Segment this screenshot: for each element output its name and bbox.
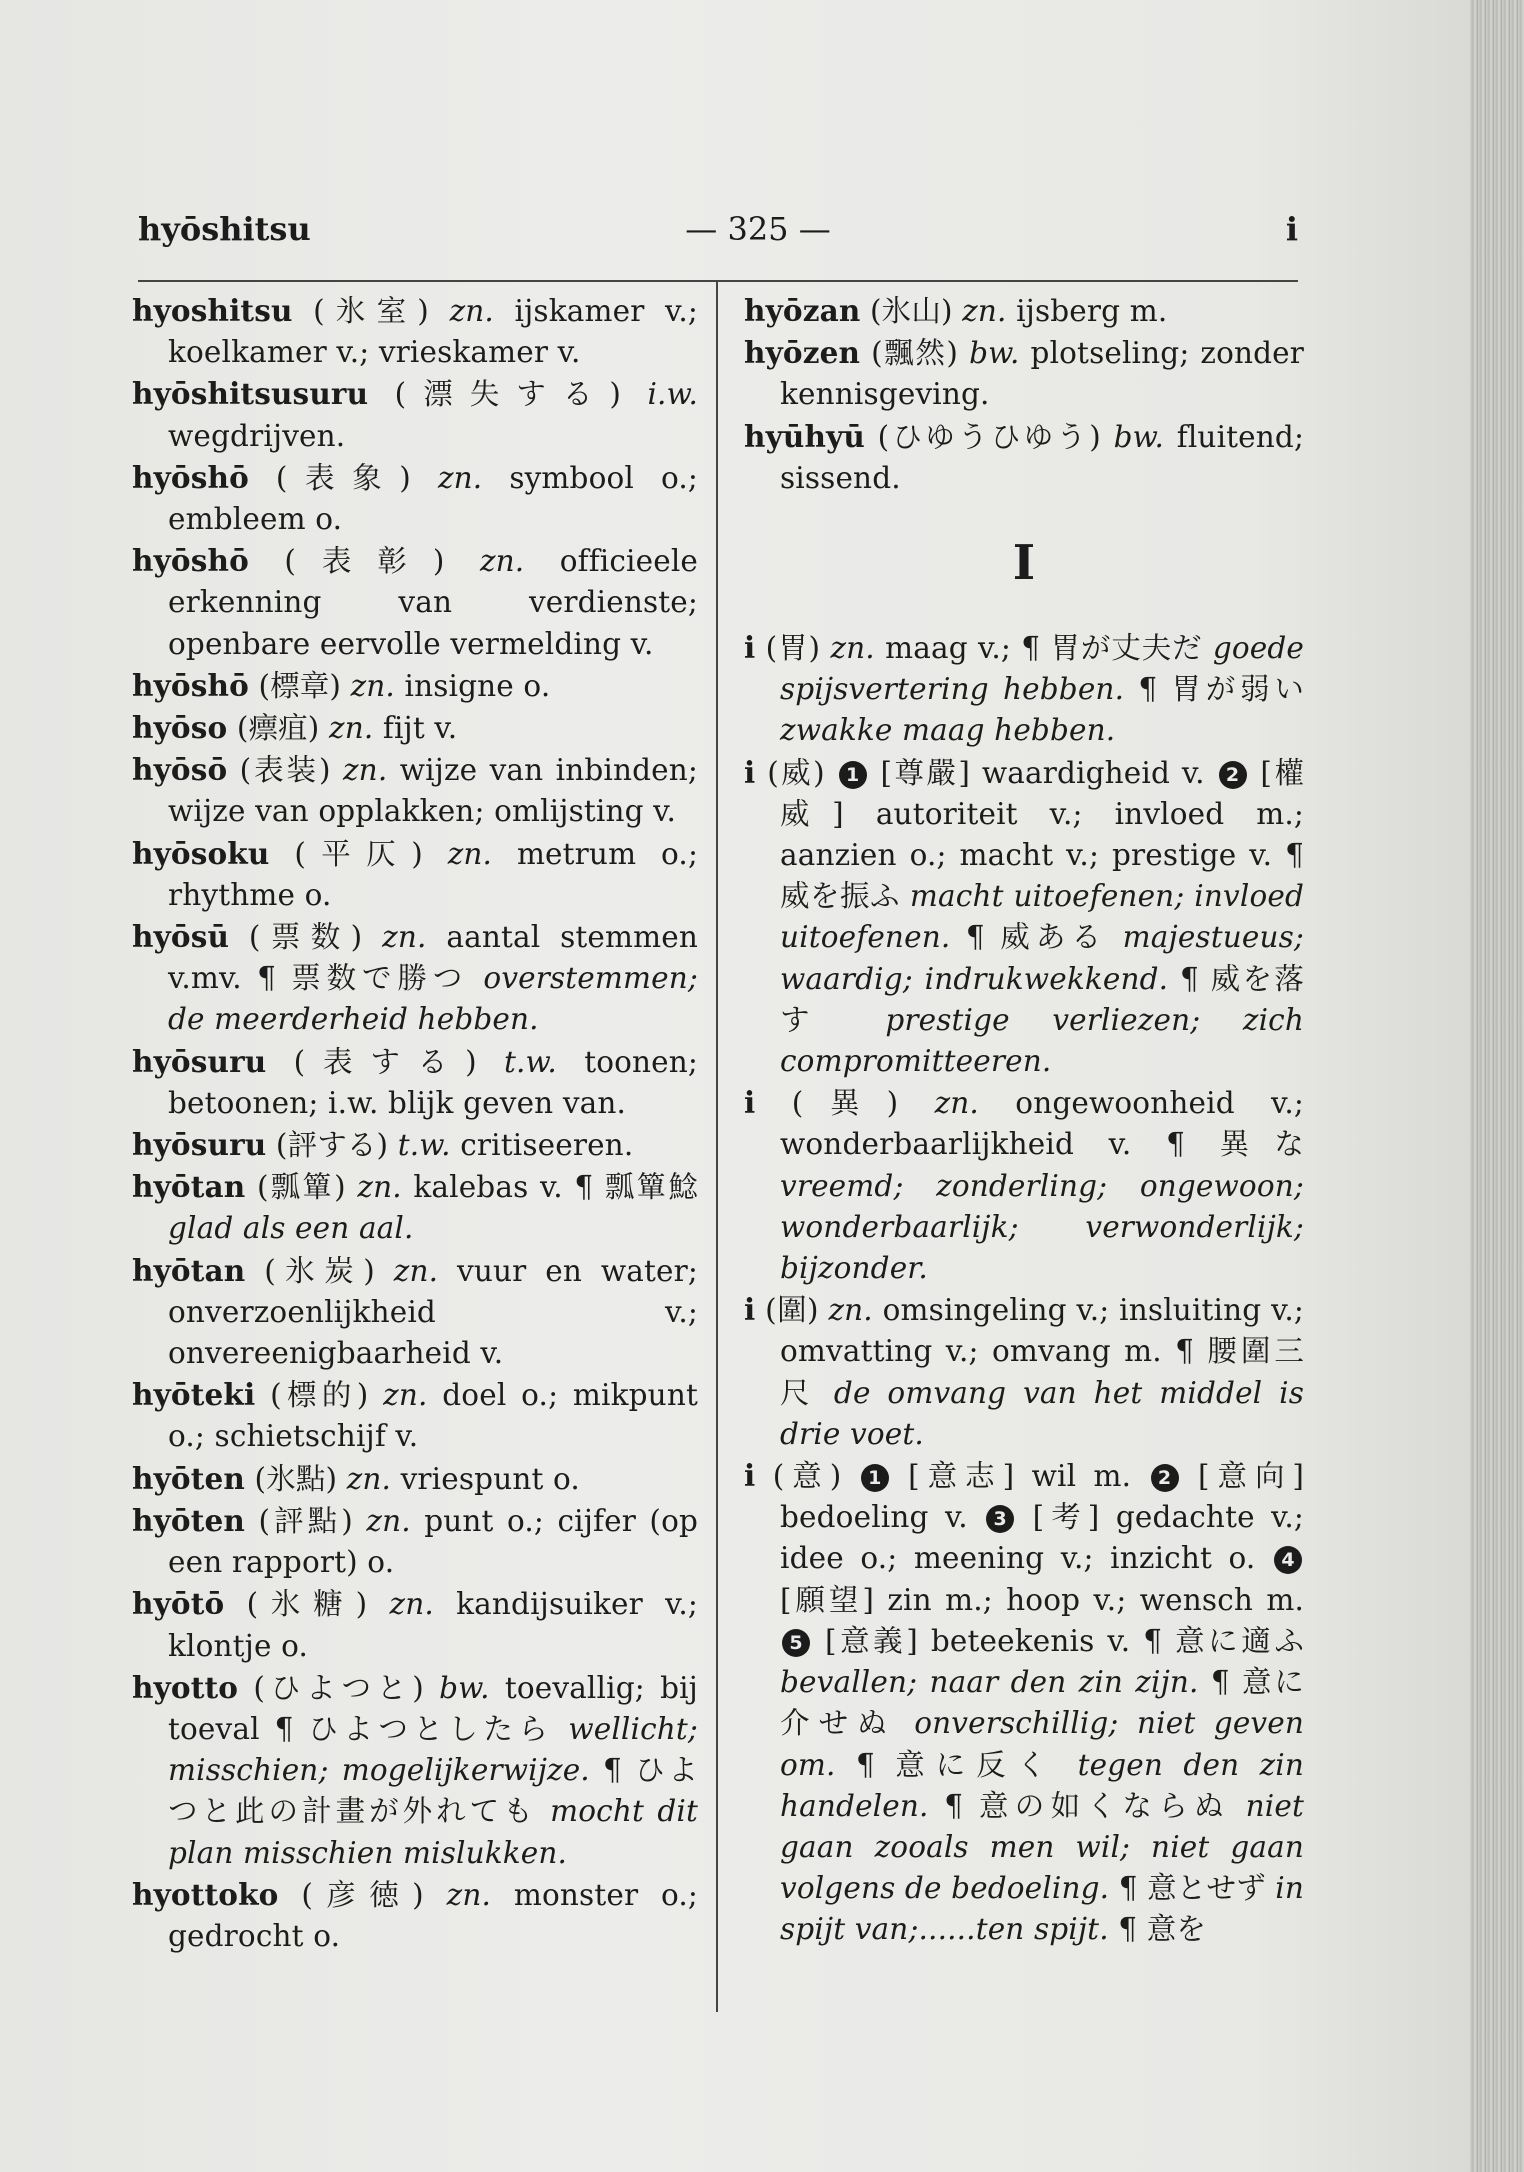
example-japanese: ¶ 意を bbox=[1118, 1912, 1206, 1947]
example-japanese: ¶ 瓢簞鯰 bbox=[574, 1170, 698, 1205]
dictionary-entry bbox=[744, 1455, 1304, 1950]
part-of-speech: zn. bbox=[479, 544, 525, 579]
sense-number-2-icon: 2 bbox=[1219, 761, 1247, 789]
kanji: (評點) bbox=[258, 1503, 353, 1538]
headword: hyōshō bbox=[132, 459, 249, 495]
dictionary-entry bbox=[744, 627, 1304, 752]
definition: kalebas v. bbox=[413, 1170, 563, 1205]
kanji: (表彰) bbox=[284, 544, 445, 579]
definition: vuur en water; onverzoenlijkheid v.; onvereenigbaarheid v. bbox=[168, 1253, 698, 1371]
part-of-speech: zn. bbox=[329, 711, 374, 746]
kanji: (威) bbox=[767, 755, 825, 790]
example-translation: vreemd; zonderling; ongewoon; wonderbaarlijk; verwonderlijk; bijzonder. bbox=[780, 1168, 1304, 1286]
section-letter-heading: I bbox=[1012, 535, 1036, 592]
definition: beteekenis v. bbox=[930, 1623, 1131, 1658]
sense-kanji: [權威] bbox=[780, 755, 1305, 831]
dictionary-entry bbox=[132, 1166, 698, 1249]
example-japanese: ¶ ひよつとしたら bbox=[274, 1711, 554, 1746]
dictionary-entry bbox=[132, 1250, 698, 1375]
part-of-speech: zn. bbox=[437, 460, 483, 495]
headword: hyōten bbox=[132, 1460, 246, 1496]
definition: maag v.; bbox=[885, 631, 1011, 666]
dictionary-entry bbox=[132, 290, 698, 373]
headword: hyōtan bbox=[132, 1169, 246, 1205]
headword: hyoshitsu bbox=[132, 293, 293, 328]
dictionary-entry bbox=[132, 540, 698, 665]
definition: zin m.; hoop v.; wensch m. bbox=[887, 1582, 1304, 1617]
definition: insigne o. bbox=[404, 668, 551, 703]
dictionary-entry bbox=[132, 1458, 698, 1500]
example-japanese: ¶ 意に反く bbox=[855, 1747, 1058, 1782]
dictionary-entry bbox=[744, 290, 1304, 332]
headword: hyōsoku bbox=[132, 835, 270, 871]
part-of-speech: zn. bbox=[342, 753, 388, 788]
part-of-speech: zn. bbox=[830, 631, 875, 666]
part-of-speech: zn. bbox=[447, 836, 493, 871]
part-of-speech: zn. bbox=[350, 668, 395, 703]
part-of-speech: zn. bbox=[449, 294, 494, 328]
headword: hyōsū bbox=[132, 919, 230, 955]
definition: toevallig; bij toeval bbox=[168, 1670, 698, 1746]
part-of-speech: zn. bbox=[393, 1253, 439, 1288]
definition: ijsberg m. bbox=[1016, 294, 1168, 328]
sense-number-1-icon: 1 bbox=[861, 1464, 889, 1492]
kanji: (飄然) bbox=[871, 336, 959, 371]
part-of-speech: zn. bbox=[389, 1587, 434, 1622]
example-japanese: ¶ 意の如くならぬ bbox=[944, 1788, 1230, 1823]
dictionary-entry bbox=[132, 457, 698, 540]
kanji: (平仄) bbox=[294, 836, 423, 871]
dictionary-entry bbox=[132, 1041, 698, 1124]
headword: hyōzen bbox=[744, 335, 861, 371]
kanji: (ひゆうひゆう) bbox=[877, 419, 1101, 454]
definition: bedoeling v. bbox=[780, 1500, 968, 1535]
headword: hyōteki bbox=[132, 1377, 256, 1413]
dictionary-entry bbox=[132, 916, 698, 1041]
dictionary-entry bbox=[744, 1289, 1304, 1455]
headword: hyōsuru bbox=[132, 1127, 267, 1163]
part-of-speech: bw. bbox=[439, 1670, 490, 1705]
sense-number-2-icon: 2 bbox=[1151, 1464, 1179, 1492]
example-translation: prestige verliezen; zich compromitteeren. bbox=[780, 1002, 1304, 1079]
dictionary-entry bbox=[132, 707, 698, 749]
definition: kandijsuiker v.; klontje o. bbox=[168, 1587, 699, 1663]
headword: i bbox=[744, 630, 756, 666]
kanji: (ひよつと) bbox=[253, 1670, 424, 1705]
kanji: (表する) bbox=[293, 1044, 477, 1079]
dictionary-entry bbox=[744, 1082, 1304, 1289]
sense-kanji: [意志] bbox=[908, 1459, 1015, 1494]
definition: autoriteit v.; invloed m.; aanzien o.; macht v.; prestige v. bbox=[780, 796, 1305, 873]
headword: hyōshō bbox=[132, 543, 249, 579]
definition: metrum o.; rhythme o. bbox=[168, 836, 699, 912]
part-of-speech: zn. bbox=[357, 1170, 402, 1205]
example-japanese: ¶ 胃が弱い bbox=[1138, 672, 1305, 707]
dictionary-entry bbox=[132, 1500, 698, 1583]
headword: hyōso bbox=[132, 710, 228, 746]
sense-number-3-icon: 3 bbox=[986, 1505, 1014, 1533]
dictionary-entry bbox=[132, 1667, 698, 1874]
headword: i bbox=[744, 1085, 756, 1121]
sense-kanji: [願望] bbox=[780, 1582, 875, 1617]
part-of-speech: zn. bbox=[962, 294, 1007, 328]
dictionary-entry bbox=[132, 1124, 698, 1166]
headword: hyōten bbox=[132, 1502, 246, 1538]
header-guide-word: hyōshitsu bbox=[138, 210, 311, 248]
kanji: (氷炭) bbox=[264, 1253, 375, 1288]
example-translation: niet gaan zooals men wil; niet gaan volgens de bedoeling. bbox=[780, 1788, 1304, 1906]
example-translation: overstemmen; de meerderheid hebben. bbox=[168, 961, 699, 1037]
definition: toonen; betoonen; i.w. blijk geven van. bbox=[168, 1044, 699, 1120]
definition: wil m. bbox=[1031, 1459, 1132, 1494]
part-of-speech: t.w. bbox=[397, 1128, 451, 1163]
example-translation: mocht dit plan misschien mislukken. bbox=[168, 1794, 699, 1870]
example-translation: goede spijsvertering hebben. bbox=[780, 631, 1305, 707]
dictionary-entry bbox=[132, 833, 698, 916]
kanji: (瘭疽) bbox=[236, 711, 320, 746]
column-rule bbox=[716, 282, 718, 2012]
headword: i bbox=[744, 1458, 756, 1494]
headword: hyottoko bbox=[132, 1876, 279, 1912]
kanji: (表象) bbox=[275, 460, 411, 495]
part-of-speech: zn. bbox=[446, 1877, 492, 1912]
example-japanese: ¶ 異な bbox=[1166, 1127, 1305, 1162]
example-japanese: ¶ 威ある bbox=[965, 920, 1108, 955]
headword: hyotto bbox=[132, 1669, 239, 1705]
example-japanese: ¶ 腰圍三尺 bbox=[780, 1334, 1304, 1410]
kanji: (彦徳) bbox=[301, 1877, 424, 1912]
definition: gedachte v.; idee o.; meening v.; inzicht o. bbox=[780, 1500, 1305, 1576]
example-translation: glad als een aal. bbox=[168, 1211, 414, 1246]
example-translation: majestueus; waardig; indrukwekkend. bbox=[780, 920, 1304, 996]
kanji: (評する) bbox=[275, 1128, 389, 1163]
sense-number-4-icon: 4 bbox=[1274, 1546, 1302, 1574]
definition: vriespunt o. bbox=[400, 1461, 580, 1496]
definition: aantal stemmen v.mv. bbox=[168, 920, 699, 996]
example-japanese: ¶ 威を振ふ bbox=[780, 838, 1304, 914]
example-translation: bevallen; naar den zin zijn. bbox=[780, 1665, 1199, 1700]
kanji: (胃) bbox=[765, 631, 821, 666]
example-translation: de omvang van het middel is drie voet. bbox=[780, 1375, 1305, 1451]
headword: hyōsō bbox=[132, 752, 228, 788]
dictionary-entry bbox=[132, 373, 698, 456]
definition: wegdrijven. bbox=[168, 418, 346, 453]
headword: hyūhyū bbox=[744, 418, 865, 454]
definition: doel o.; mikpunt o.; schietschijf v. bbox=[168, 1378, 698, 1454]
definition: wijze van inbinden; wijze van opplakken; omlijsting v. bbox=[168, 753, 698, 829]
book-page-edges bbox=[1470, 0, 1524, 2172]
header-section-letter: i bbox=[1285, 210, 1298, 248]
headword: hyōshō bbox=[132, 667, 249, 703]
part-of-speech: zn. bbox=[346, 1461, 392, 1496]
headword: hyōtan bbox=[132, 1252, 246, 1288]
sense-kanji: [意向] bbox=[1197, 1459, 1305, 1494]
part-of-speech: zn. bbox=[366, 1503, 411, 1538]
page-number: — 325 — bbox=[685, 210, 831, 248]
headword: i bbox=[744, 1292, 756, 1328]
kanji: (氷糖) bbox=[246, 1587, 368, 1622]
example-japanese: ¶ 威を落す bbox=[780, 961, 1304, 1037]
headword: hyōsuru bbox=[132, 1043, 267, 1079]
left-column bbox=[132, 290, 698, 1957]
dictionary-entry bbox=[132, 1374, 698, 1457]
dictionary-entry bbox=[132, 749, 698, 832]
definition: symbool o.; embleem o. bbox=[168, 460, 698, 537]
kanji: (氷點) bbox=[254, 1461, 338, 1496]
kanji: (異) bbox=[791, 1086, 899, 1121]
sense-number-1-icon: 1 bbox=[839, 761, 867, 789]
part-of-speech: zn. bbox=[934, 1086, 979, 1121]
kanji: (標章) bbox=[258, 668, 342, 703]
kanji: (氷山) bbox=[870, 294, 953, 328]
example-translation: zwakke maag hebben. bbox=[780, 713, 1116, 748]
dictionary-entry bbox=[132, 1874, 698, 1957]
dictionary-entry bbox=[744, 416, 1304, 499]
headword: i bbox=[744, 754, 756, 790]
sense-kanji: [考] bbox=[1032, 1500, 1100, 1535]
example-translation: onverschillig; niet geven om. bbox=[780, 1706, 1305, 1782]
definition: monster o.; gedrocht o. bbox=[168, 1877, 699, 1953]
part-of-speech: zn. bbox=[382, 920, 427, 955]
dictionary-entry bbox=[744, 332, 1304, 415]
sense-kanji: [尊嚴] bbox=[880, 755, 971, 790]
header-rule bbox=[138, 280, 1298, 282]
example-japanese: ¶ 意に適ふ bbox=[1143, 1623, 1305, 1658]
kanji: (圍) bbox=[765, 1293, 819, 1328]
sense-number-5-icon: 5 bbox=[782, 1629, 810, 1657]
definition: officieele erkenning van verdienste; openbare eervolle vermelding v. bbox=[168, 544, 699, 661]
example-japanese: ¶ 意に介せぬ bbox=[780, 1665, 1305, 1741]
part-of-speech: t.w. bbox=[503, 1044, 557, 1079]
definition: punt o.; cijfer (op een rapport) o. bbox=[168, 1503, 699, 1580]
part-of-speech: i.w. bbox=[647, 377, 698, 412]
dictionary-entry bbox=[744, 752, 1304, 1083]
dictionary-entry bbox=[132, 665, 698, 707]
right-column bbox=[744, 290, 1304, 1951]
definition: waardigheid v. bbox=[981, 755, 1205, 790]
example-translation: tegen den zin handelen. bbox=[780, 1747, 1305, 1823]
example-japanese: ¶ 胃が丈夫だ bbox=[1021, 631, 1203, 666]
kanji: (漂失する) bbox=[394, 377, 622, 412]
kanji: (氷室) bbox=[313, 294, 429, 328]
part-of-speech: zn. bbox=[383, 1378, 428, 1413]
definition: critiseeren. bbox=[460, 1128, 634, 1163]
kanji: (意) bbox=[772, 1459, 842, 1494]
definition: omsingeling v.; insluiting v.; omvatting v.; omvang m. bbox=[780, 1293, 1305, 1369]
example-japanese: ¶ 票数で勝つ bbox=[257, 961, 469, 996]
definition: ijskamer v.; koelkamer v.; vrieskamer v. bbox=[168, 294, 698, 370]
part-of-speech: bw. bbox=[969, 336, 1020, 371]
part-of-speech: zn. bbox=[828, 1293, 873, 1328]
example-translation: macht uitoefenen; invloed uitoefenen. bbox=[780, 879, 1304, 955]
running-head bbox=[138, 210, 1298, 254]
part-of-speech: bw. bbox=[1113, 419, 1165, 454]
kanji: (票数) bbox=[248, 920, 363, 955]
example-japanese: ¶ 意とせず bbox=[1118, 1871, 1266, 1906]
sense-kanji: [意義] bbox=[824, 1623, 918, 1658]
headword: hyōtō bbox=[132, 1586, 225, 1622]
definition: fluitend; sissend. bbox=[780, 419, 1305, 495]
headword: hyōshitsusuru bbox=[132, 376, 369, 412]
definition: plotseling; zonder kennisgeving. bbox=[780, 336, 1305, 412]
definition: ongewoonheid v.; wonderbaarlijkheid v. bbox=[780, 1086, 1304, 1162]
kanji: (表装) bbox=[239, 753, 331, 788]
example-japanese: ¶ ひよつと此の計畫が外れても bbox=[168, 1753, 699, 1829]
kanji: (標的) bbox=[270, 1378, 369, 1413]
definition: fijt v. bbox=[382, 711, 458, 746]
kanji: (瓢簞) bbox=[256, 1170, 346, 1205]
headword: hyōzan bbox=[744, 293, 861, 328]
example-translation: wellicht; misschien; mogelijkerwijze. bbox=[168, 1711, 698, 1788]
dictionary-entry bbox=[132, 1583, 698, 1666]
example-translation: in spijt van;......ten spijt. bbox=[780, 1871, 1305, 1947]
